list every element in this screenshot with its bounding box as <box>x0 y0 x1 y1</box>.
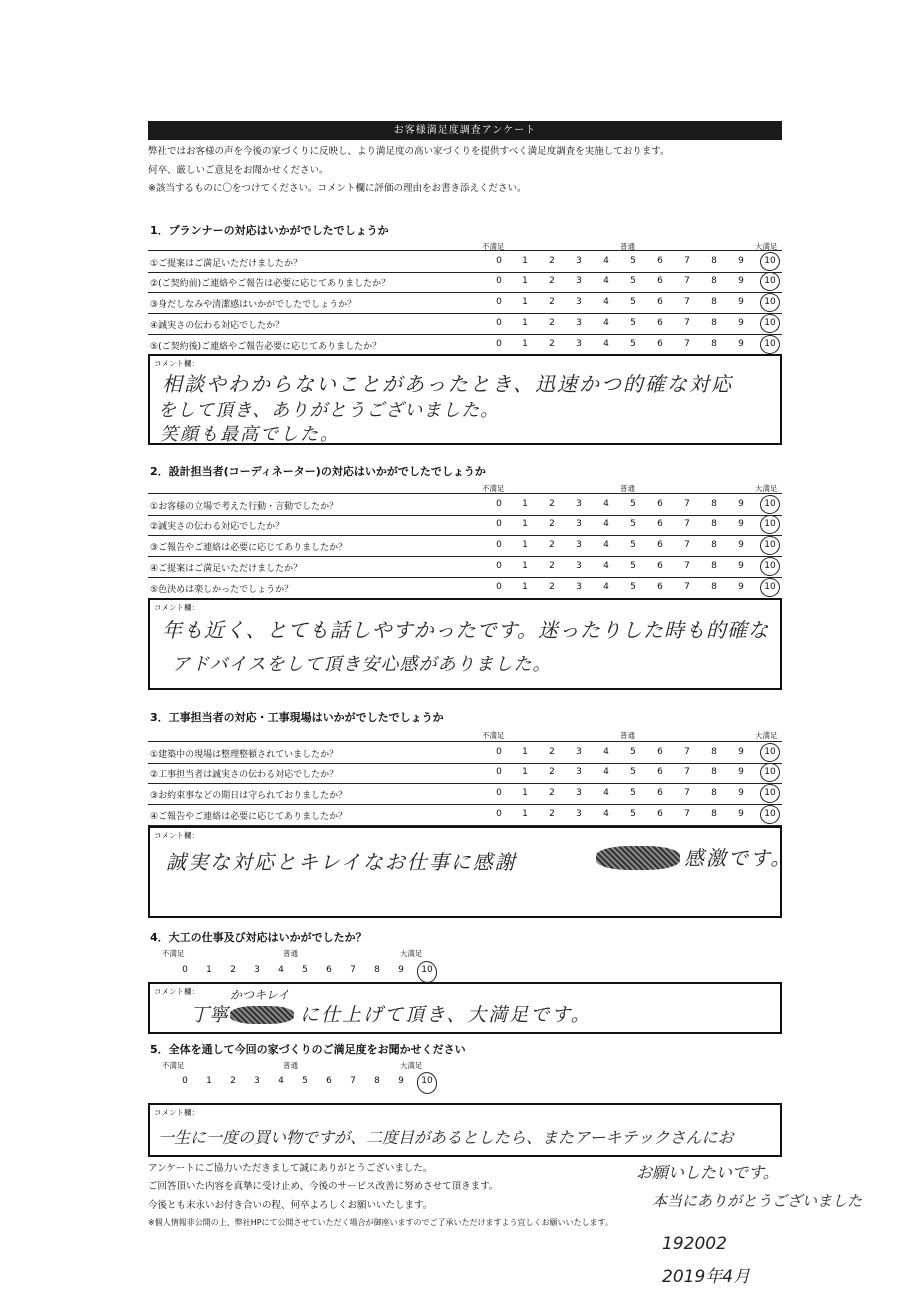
section-4-comment-part-2: に仕上げて頂き、大満足です。 <box>300 1004 592 1026</box>
scale-number[interactable]: 6 <box>657 499 663 509</box>
scale-number[interactable]: 1 <box>522 561 528 571</box>
scale-number[interactable]: 10 <box>764 339 776 349</box>
scale-number[interactable]: 1 <box>522 339 528 349</box>
scale-number[interactable]: 9 <box>738 339 744 349</box>
footer-line-2: ご回答頂いた内容を真摯に受け止め、今後のサービス改善に努めさせて頂きます。 <box>148 1181 499 1192</box>
scale-number[interactable]: 5 <box>630 747 636 757</box>
question-text: ④誠実さの伝わる対応でしたか？ <box>150 321 285 331</box>
selected-answer-circle <box>758 555 782 578</box>
scale-number[interactable]: 8 <box>374 1076 380 1086</box>
question-text: ①建築中の現場は整理整頓されていましたか？ <box>150 750 339 760</box>
scale-number[interactable]: 4 <box>603 540 609 550</box>
scale-number[interactable]: 10 <box>764 540 776 550</box>
scale-number[interactable]: 7 <box>684 256 690 266</box>
scale-number[interactable]: 4 <box>603 747 609 757</box>
section-1-comment-line-2: をして頂き、ありがとうございました。 <box>158 400 500 421</box>
section-1-title: 1．プランナーの対応はいかがでしたでしょうか <box>150 224 389 237</box>
scale-number[interactable]: 8 <box>711 540 717 550</box>
scale-number[interactable]: 7 <box>684 582 690 592</box>
scale-number[interactable]: 3 <box>576 767 582 777</box>
scale-mid-label: 普通 <box>620 731 635 740</box>
scale-number[interactable]: 2 <box>549 519 555 529</box>
scale-number[interactable]: 2 <box>549 256 555 266</box>
scale-mid-label: 普通 <box>283 949 298 958</box>
question-row <box>148 804 782 826</box>
scale-number[interactable]: 8 <box>711 318 717 328</box>
scale-number[interactable]: 3 <box>576 540 582 550</box>
question-text: ④ご提案はご満足いただけましたか？ <box>150 564 303 574</box>
selected-answer-circle <box>758 333 782 356</box>
question-row <box>148 292 782 314</box>
scale-number[interactable]: 9 <box>738 318 744 328</box>
scale-number[interactable]: 7 <box>684 499 690 509</box>
scale-number[interactable]: 5 <box>630 767 636 777</box>
scale-number[interactable]: 4 <box>603 788 609 798</box>
scale-number[interactable]: 9 <box>738 256 744 266</box>
question-row <box>148 556 782 578</box>
question-row <box>148 250 782 273</box>
scale-low-label: 不満足 <box>482 242 505 251</box>
scale-number[interactable]: 3 <box>254 965 260 975</box>
scale-number[interactable]: 8 <box>711 809 717 819</box>
section-4-scale <box>0 965 920 981</box>
section-4-title: 4．大工の仕事及び対応はいかがでしたか？ <box>150 931 367 944</box>
scale-number[interactable]: 1 <box>522 747 528 757</box>
comment-label: コメント欄： <box>154 831 199 840</box>
scale-number[interactable]: 10 <box>764 256 776 266</box>
scale-number[interactable]: 6 <box>657 747 663 757</box>
scale-number[interactable]: 7 <box>684 747 690 757</box>
scale-number[interactable]: 5 <box>630 276 636 286</box>
scale-number[interactable]: 6 <box>657 339 663 349</box>
scale-number[interactable]: 10 <box>764 318 776 328</box>
scale-number[interactable]: 4 <box>603 809 609 819</box>
handwritten-continuation: お願いしたいです。 <box>636 1163 779 1182</box>
scale-number[interactable]: 8 <box>711 561 717 571</box>
scale-number[interactable]: 9 <box>738 747 744 757</box>
scale-number[interactable]: 9 <box>738 767 744 777</box>
scale-number[interactable]: 8 <box>711 747 717 757</box>
scale-number[interactable]: 2 <box>549 561 555 571</box>
handwritten-date: 2019年4月 <box>662 1267 751 1287</box>
selected-answer-circle <box>758 270 782 293</box>
scale-number[interactable]: 7 <box>684 788 690 798</box>
scale-number[interactable]: 9 <box>738 788 744 798</box>
scale-number[interactable]: 9 <box>738 499 744 509</box>
scale-number[interactable]: 10 <box>764 809 776 819</box>
scale-number[interactable]: 4 <box>603 339 609 349</box>
scale-number[interactable]: 7 <box>684 767 690 777</box>
question-text: ③ご報告やご連絡は必要に応じてありましたか？ <box>150 543 348 553</box>
scale-number[interactable]: 2 <box>549 767 555 777</box>
scale-number[interactable]: 2 <box>549 540 555 550</box>
scale-number[interactable]: 4 <box>603 499 609 509</box>
selected-answer-circle <box>758 782 782 805</box>
question-text: ③お約束事などの期日は守られておりましたか？ <box>150 791 348 801</box>
scale-number[interactable]: 3 <box>254 1076 260 1086</box>
scale-number[interactable]: 4 <box>278 965 284 975</box>
scale-number[interactable]: 10 <box>764 767 776 777</box>
scale-number[interactable]: 4 <box>603 297 609 307</box>
selected-answer-circle <box>415 1070 439 1096</box>
scale-number[interactable]: 6 <box>657 297 663 307</box>
scale-number[interactable]: 10 <box>764 788 776 798</box>
section-1-comment-line-3: 笑顔も最高でした。 <box>160 424 340 445</box>
scale-number[interactable]: 1 <box>206 1076 212 1086</box>
scale-number[interactable]: 2 <box>549 318 555 328</box>
question-text: ①お客様の立場で考えた行動・言動でしたか？ <box>150 502 339 512</box>
scale-number[interactable]: 0 <box>496 540 502 550</box>
question-row <box>148 762 782 784</box>
scale-number[interactable]: 9 <box>398 1076 404 1086</box>
scale-number[interactable]: 8 <box>711 582 717 592</box>
scale-high-label: 大満足 <box>755 484 778 493</box>
question-row <box>148 493 782 516</box>
scale-number[interactable]: 2 <box>549 747 555 757</box>
scale-number[interactable]: 3 <box>576 519 582 529</box>
scale-number[interactable]: 1 <box>522 519 528 529</box>
scale-number[interactable]: 3 <box>576 297 582 307</box>
scale-number[interactable]: 0 <box>496 297 502 307</box>
section-1-comment-box <box>148 354 782 445</box>
scale-number[interactable]: 1 <box>522 256 528 266</box>
scale-number[interactable]: 5 <box>630 297 636 307</box>
comment-label: コメント欄： <box>154 603 199 612</box>
scale-number[interactable]: 6 <box>657 276 663 286</box>
scale-number[interactable]: 9 <box>738 297 744 307</box>
scale-number[interactable]: 0 <box>496 318 502 328</box>
scale-number[interactable]: 10 <box>764 582 776 592</box>
scale-number[interactable]: 5 <box>630 540 636 550</box>
handwritten-thanks: 本当にありがとうございました <box>652 1192 863 1210</box>
section-1-comment-line-1: 相談やわからないことがあったとき、迅速かつ的確な対応 <box>162 372 733 396</box>
selected-answer-circle <box>758 493 782 516</box>
scale-number[interactable]: 0 <box>496 561 502 571</box>
scale-number[interactable]: 0 <box>496 788 502 798</box>
scale-number[interactable]: 6 <box>657 809 663 819</box>
scale-number[interactable]: 6 <box>657 540 663 550</box>
scale-number[interactable]: 9 <box>738 582 744 592</box>
scale-number[interactable]: 5 <box>630 809 636 819</box>
scale-number[interactable]: 8 <box>711 788 717 798</box>
scale-number[interactable]: 2 <box>549 582 555 592</box>
scale-number[interactable]: 3 <box>576 339 582 349</box>
selected-answer-circle <box>758 534 782 557</box>
scale-number[interactable]: 6 <box>657 767 663 777</box>
scale-number[interactable]: 5 <box>630 318 636 328</box>
question-text: ⑤(ご契約後)ご連絡やご報告必要に応じてありましたか？ <box>150 342 382 352</box>
scale-number[interactable]: 3 <box>576 582 582 592</box>
intro-line-2: 何卒、厳しいご意見をお聞かせください。 <box>148 165 329 176</box>
question-row <box>148 741 782 764</box>
scale-number[interactable]: 5 <box>630 582 636 592</box>
scale-number[interactable]: 2 <box>230 1076 236 1086</box>
scale-number[interactable]: 5 <box>302 965 308 975</box>
scale-number[interactable]: 10 <box>764 276 776 286</box>
scale-high-label: 大満足 <box>755 731 778 740</box>
scale-number[interactable]: 1 <box>522 276 528 286</box>
scale-number[interactable]: 4 <box>603 767 609 777</box>
scale-number[interactable]: 9 <box>738 561 744 571</box>
scale-number[interactable]: 7 <box>684 339 690 349</box>
scale-number[interactable]: 3 <box>576 809 582 819</box>
scale-high-label: 大満足 <box>400 949 423 958</box>
scale-number[interactable]: 7 <box>350 965 356 975</box>
scale-number[interactable]: 6 <box>657 582 663 592</box>
scale-number[interactable]: 2 <box>549 809 555 819</box>
scale-number[interactable]: 3 <box>576 256 582 266</box>
section-5-comment-line-1: 一生に一度の買い物ですが、二度目があるとしたら、またアーキテックさんにお <box>158 1128 734 1147</box>
scale-number[interactable]: 8 <box>711 276 717 286</box>
scale-number[interactable]: 6 <box>657 561 663 571</box>
scale-number[interactable]: 1 <box>522 540 528 550</box>
scale-number[interactable]: 10 <box>764 519 776 529</box>
scale-number[interactable]: 6 <box>657 318 663 328</box>
scale-number[interactable]: 5 <box>630 788 636 798</box>
scale-number[interactable]: 1 <box>522 767 528 777</box>
scale-number[interactable]: 4 <box>603 318 609 328</box>
scale-number[interactable]: 1 <box>206 965 212 975</box>
scale-number[interactable]: 2 <box>549 297 555 307</box>
scribbled-out-text <box>596 846 680 870</box>
scale-number[interactable]: 10 <box>421 1076 433 1086</box>
scale-number[interactable]: 6 <box>657 256 663 266</box>
question-row <box>148 313 782 335</box>
scribbled-out-text <box>230 1006 294 1024</box>
section-5-title: 5．全体を通して今回の家づくりのご満足度をお聞かせください <box>150 1043 466 1056</box>
survey-title: お客様満足度調査アンケート <box>148 121 782 140</box>
scale-number[interactable]: 9 <box>398 965 404 975</box>
scale-number[interactable]: 2 <box>549 499 555 509</box>
scale-number[interactable]: 0 <box>496 767 502 777</box>
scale-number[interactable]: 0 <box>496 256 502 266</box>
selected-answer-circle <box>415 959 439 985</box>
scale-number[interactable]: 8 <box>711 499 717 509</box>
question-text: ④ご報告やご連絡は必要に応じてありましたか？ <box>150 812 348 822</box>
scale-number[interactable]: 0 <box>496 499 502 509</box>
footer-line-3: 今後とも末永いお付き合いの程、何卒よろしくお願いいたします。 <box>148 1200 433 1211</box>
section-4-comment-part-1: 丁寧 <box>190 1004 229 1026</box>
selected-answer-circle <box>758 312 782 335</box>
scale-number[interactable]: 5 <box>630 256 636 266</box>
scale-high-label: 大満足 <box>755 242 778 251</box>
scale-number[interactable]: 9 <box>738 519 744 529</box>
intro-line-3: ※該当するものに〇をつけてください。コメント欄に評価の理由をお書き添えください。 <box>148 183 527 194</box>
scale-number[interactable]: 7 <box>684 809 690 819</box>
scale-number[interactable]: 5 <box>302 1076 308 1086</box>
scale-number[interactable]: 5 <box>630 561 636 571</box>
scale-number[interactable]: 5 <box>630 499 636 509</box>
scale-number[interactable]: 1 <box>522 582 528 592</box>
section-3-comment-line-1: 誠実な対応とキレイなお仕事に感謝 <box>166 850 517 874</box>
scale-number[interactable]: 7 <box>350 1076 356 1086</box>
scale-number[interactable]: 2 <box>549 788 555 798</box>
section-2-comment-line-1: 年も近く、とても話しやすかったです。迷ったりした時も的確な <box>162 618 769 642</box>
question-row <box>148 535 782 557</box>
question-row <box>148 783 782 805</box>
selected-answer-circle <box>758 761 782 784</box>
section-4-comment-box <box>148 982 782 1034</box>
footer-note: ※個人情報非公開の上、弊社HPにて公開させていただく場合が御座いますのでご了承いただけますよう宜しくお願いいたします。 <box>148 1218 613 1227</box>
section-4-comment-insert: かつキレイ <box>230 988 290 1002</box>
scale-number[interactable]: 6 <box>657 519 663 529</box>
scale-high-label: 大満足 <box>400 1061 423 1070</box>
scale-number[interactable]: 0 <box>496 339 502 349</box>
scale-number[interactable]: 4 <box>603 561 609 571</box>
scale-mid-label: 普通 <box>620 484 635 493</box>
scale-number[interactable]: 7 <box>684 540 690 550</box>
intro-line-1: 弊社ではお客様の声を今後の家づくりに反映し、より満足度の高い家づくりを提供すべく満足度調査を実施しております。 <box>148 146 670 157</box>
section-2-comment-line-2: アドバイスをして頂き安心感がありました。 <box>172 654 552 675</box>
selected-answer-circle <box>758 576 782 599</box>
selected-answer-circle <box>758 741 782 764</box>
scale-number[interactable]: 1 <box>522 499 528 509</box>
question-row <box>148 334 782 356</box>
comment-label: コメント欄： <box>154 1108 199 1117</box>
question-row <box>148 514 782 536</box>
scale-number[interactable]: 4 <box>278 1076 284 1086</box>
scale-number[interactable]: 1 <box>522 297 528 307</box>
scale-number[interactable]: 8 <box>711 297 717 307</box>
scale-number[interactable]: 8 <box>711 519 717 529</box>
scale-low-label: 不満足 <box>162 949 185 958</box>
selected-answer-circle <box>758 291 782 314</box>
section-5-scale <box>0 1076 920 1092</box>
scale-number[interactable]: 3 <box>576 561 582 571</box>
scale-number[interactable]: 8 <box>711 339 717 349</box>
section-3-comment-line-2: 感激です。 <box>684 846 793 870</box>
scale-number[interactable]: 9 <box>738 276 744 286</box>
scale-number[interactable]: 0 <box>496 276 502 286</box>
scale-number[interactable]: 3 <box>576 747 582 757</box>
scale-number[interactable]: 10 <box>421 965 433 975</box>
footer-line-1: アンケートにご協力いただきまして誠にありがとうございました。 <box>148 1163 433 1174</box>
scale-number[interactable]: 8 <box>711 256 717 266</box>
scale-number[interactable]: 5 <box>630 339 636 349</box>
scale-low-label: 不満足 <box>162 1061 185 1070</box>
scale-number[interactable]: 10 <box>764 499 776 509</box>
scale-mid-label: 普通 <box>620 242 635 251</box>
scale-low-label: 不満足 <box>482 484 505 493</box>
scale-number[interactable]: 3 <box>576 788 582 798</box>
scale-number[interactable]: 9 <box>738 540 744 550</box>
scale-number[interactable]: 7 <box>684 297 690 307</box>
scale-number[interactable]: 3 <box>576 276 582 286</box>
scale-number[interactable]: 10 <box>764 747 776 757</box>
scale-number[interactable]: 0 <box>496 747 502 757</box>
scale-number[interactable]: 10 <box>764 297 776 307</box>
scale-number[interactable]: 3 <box>576 318 582 328</box>
question-text: ②誠実さの伝わる対応でしたか？ <box>150 522 285 532</box>
scale-number[interactable]: 2 <box>549 339 555 349</box>
selected-answer-circle <box>758 250 782 273</box>
scale-number[interactable]: 7 <box>684 318 690 328</box>
scale-number[interactable]: 6 <box>326 1076 332 1086</box>
section-3-comment-box <box>148 826 793 918</box>
scale-number[interactable]: 2 <box>230 965 236 975</box>
scale-number[interactable]: 10 <box>764 561 776 571</box>
scale-number[interactable]: 6 <box>657 788 663 798</box>
scale-number[interactable]: 7 <box>684 561 690 571</box>
scale-number[interactable]: 0 <box>496 519 502 529</box>
question-row <box>148 271 782 293</box>
question-text: ③身だしなみや清潔感はいかがでしたでしょうか？ <box>150 300 357 310</box>
question-text: ⑤色決めは楽しかったでしょうか？ <box>150 585 294 595</box>
section-2-title: 2．設計担当者(コーディネーター)の対応はいかがでしたでしょうか <box>150 465 486 478</box>
scale-number[interactable]: 1 <box>522 318 528 328</box>
scale-number[interactable]: 0 <box>182 1076 188 1086</box>
scale-number[interactable]: 4 <box>603 582 609 592</box>
scale-number[interactable]: 2 <box>549 276 555 286</box>
scale-number[interactable]: 1 <box>522 809 528 819</box>
scale-number[interactable]: 3 <box>576 499 582 509</box>
scale-number[interactable]: 5 <box>630 519 636 529</box>
question-text: ①ご提案はご満足いただけましたか？ <box>150 259 303 269</box>
scale-number[interactable]: 4 <box>603 519 609 529</box>
section-2-comment-box <box>148 598 782 690</box>
question-text: ②(ご契約前)ご連絡やご報告は必要に応じてありましたか？ <box>150 279 391 289</box>
scale-number[interactable]: 7 <box>684 276 690 286</box>
comment-label: コメント欄： <box>154 359 199 368</box>
scale-number[interactable]: 9 <box>738 809 744 819</box>
scale-number[interactable]: 8 <box>711 767 717 777</box>
scale-number[interactable]: 6 <box>326 965 332 975</box>
scale-number[interactable]: 0 <box>496 582 502 592</box>
scale-mid-label: 普通 <box>283 1061 298 1070</box>
scale-low-label: 不満足 <box>482 731 505 740</box>
scale-number[interactable]: 1 <box>522 788 528 798</box>
selected-answer-circle <box>758 513 782 536</box>
question-text: ②工事担当者は誠実さの伝わる対応でしたか？ <box>150 770 339 780</box>
section-5-comment-box <box>148 1103 782 1157</box>
scale-number[interactable]: 0 <box>182 965 188 975</box>
scale-number[interactable]: 0 <box>496 809 502 819</box>
scale-number[interactable]: 4 <box>603 256 609 266</box>
section-3-title: 3．工事担当者の対応・工事現場はいかがでしたでしょうか <box>150 711 444 724</box>
scale-number[interactable]: 8 <box>374 965 380 975</box>
question-row <box>148 577 782 599</box>
scale-number[interactable]: 4 <box>603 276 609 286</box>
handwritten-number: 192002 <box>662 1234 727 1254</box>
scale-number[interactable]: 7 <box>684 519 690 529</box>
comment-label: コメント欄： <box>154 987 199 996</box>
selected-answer-circle <box>758 803 782 826</box>
